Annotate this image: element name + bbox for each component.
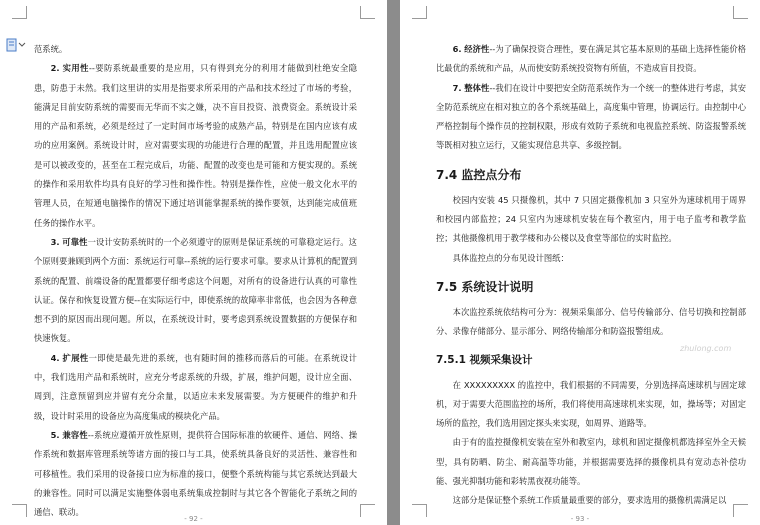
- item-term: 兼容性: [62, 429, 88, 440]
- item-number: 4.: [50, 352, 60, 363]
- paragraph-item-6: [436, 40, 746, 79]
- page-number: - 93 -: [570, 515, 590, 523]
- crop-mark: [12, 6, 27, 19]
- paragraph-item-5: [34, 426, 357, 522]
- paragraph: 本次监控系统依结构可分为：视频采集部分、信号传输部分、信号切换和控制部分、录像存储部分、显示部分、网络传输部分和防盗报警组成。: [436, 306, 746, 337]
- item-term: 经济性: [464, 44, 490, 54]
- document-icon[interactable]: [6, 38, 26, 52]
- watermark: zhulong.com: [680, 344, 732, 353]
- subsection-heading-7-5-1: 7.5.1 视频采集设计: [436, 353, 533, 366]
- item-text: --我们在设计中要把安全防范系统作为一个统一的整体进行考虑，其安全防范系统应在相对独立的各个系统基础上，高度集中管理，协调运行。由控制中心严格控制每个操作员的控制权限，形成有效防子系统和电视监控系统、防盗报警系统等既相对独立运行，又能实现信息共享、多级控制。: [436, 82, 746, 151]
- item-number: 6.: [452, 44, 462, 54]
- paragraph: 在 XXXXXXXXX 的监控中，我们根据的不同需要，分别选择高速球机与固定球机，对于需要大范围监控的场所，我们将使用高速球机来实现，如，操场等；对固定场所的监控，我们选用固定探头来实现，如周界、道路等。: [436, 379, 746, 429]
- paragraph: 具体监控点的分布见设计图纸：: [452, 252, 569, 263]
- item-term: 实用性: [62, 63, 89, 74]
- paragraph-item-2: [34, 59, 357, 233]
- paragraph-item-3: [34, 233, 357, 349]
- crop-mark: [412, 6, 427, 19]
- item-number: 7.: [452, 82, 462, 93]
- lead-in-text: 范系统。: [34, 44, 68, 54]
- paragraph-item-7: [436, 79, 746, 156]
- item-number: 3.: [50, 236, 60, 247]
- item-text: 一即使是最先进的系统，也有随时间的推移而落后的可能。在系统设计中，我们选用产品和系统时，应充分考虑系统的升级，扩展，维护问题，设计应全面、周到，注意预留到应并留有充分余量，以适应未来发展需要。为方便硬件的维护和升级，设计时采用的设备应为高度集成的模块化产品。: [34, 352, 357, 421]
- section-heading-7-4: 7.4 监控点分布: [436, 167, 522, 182]
- item-number: 2.: [50, 63, 60, 74]
- item-term: 整体性: [464, 82, 490, 93]
- item-number: 5.: [50, 429, 60, 440]
- document-page-right: [400, 0, 760, 525]
- crop-mark: [360, 6, 375, 19]
- item-text: 一设计安防系统时的一个必须遵守的原则是保证系统的可靠稳定运行。这个原则要兼顾到两个方面：系统运行可靠--系统的运行要求可靠。要求从计算机的配置到系统的配置、前端设备的配置都要仔细考虑这个问题，对所有的设备进行认真的可靠性认证。保存和恢复设置方便--在实际运行中，即使系统的故障率非常低，也会因为各种意想不到的原因而出现问题。所以，在系统设计时，要考虑到系统设置数据的方便保存和快速恢复。: [34, 236, 357, 344]
- paragraph: 这部分是保证整个系统工作质量最重要的部分，要求选用的摄像机需满足以: [452, 495, 727, 506]
- item-text: --系统应遵循开放性原则，提供符合国际标准的软硬件、通信、网络、操作系统和数据库管理系统等诸方面的接口与工具，使系统具备良好的灵活性、兼容性和可移植性。我们采用的设备接口应为标准的接口，便整个系统构能与其它系统达到最大的兼容性。同时可以满足实施整体弱电系统集成控制时与其它各个智能化子系统之间的通信、联动。: [34, 429, 357, 518]
- crop-mark: [733, 6, 748, 19]
- paragraph-item-4: [34, 349, 357, 426]
- item-text: --要防系统最重要的是应用，只有得到充分的利用才能做到杜绝安全隐患，防患于未然。我们这里讲的实用是指要求所采用的产品和技术经过了市场的考验，能满足目前安防系统的需要而无华而不实之嫌，决不盲目投资、浪费资金。系统设计采用的产品和系统，必须是经过了一定时间市场考验的成熟产品，特别是在国内应该有成功的应用案例。系统设计时，应对需要实现的功能进行合理的配置，并且选用配置应该是可以被改变的，甚至在工程完成后，功能、配置的改变也是可能和方便实现的。系统的操作和采用软件均具有良好的学习性和操作性。特别是操作性，应使一般文化水平的管理人员，在短通电脑操作的情况下通过培训能掌握系统的操作要领，达到能完成值班任务的操作水平。: [34, 63, 357, 228]
- item-term: 扩展性: [62, 352, 89, 363]
- paragraph: 校园内安装 45 只摄像机，其中 7 只固定摄像机加 3 只室外为速球机用于周界和校园内部监控；24 只室内为速球机安装在每个教室内，用于电子监考和教学监控；其他摄像机用于教学楼和办公楼以及食堂等部位的实时监控。: [436, 194, 746, 244]
- item-term: 可靠性: [62, 236, 88, 247]
- page-number: - 92 -: [184, 515, 203, 523]
- paragraph: 由于有的监控摄像机安装在室外和教室内，球机和固定摄像机都选择室外全天候型，具有防晒、防尘、耐高温等功能，并根据需要选择的摄像机具有宽动态补偿功能、强光抑制功能和彩转黑夜视功能等。: [436, 437, 746, 487]
- section-heading-7-5: 7.5 系统设计说明: [436, 279, 534, 294]
- item-text: --为了确保投资合理性，要在满足其它基本原则的基础上选择性能价格比最优的系统和产品，从而使安防系统投资物有所值，不造成盲目投资。: [436, 44, 746, 74]
